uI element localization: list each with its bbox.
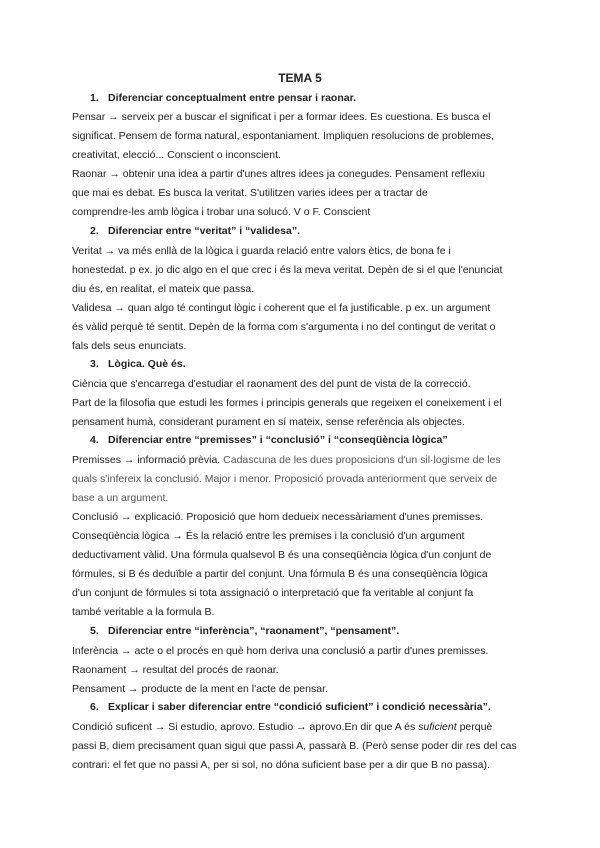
- section-number: 2.: [90, 225, 99, 237]
- text-line: Raonar → obtenir una idea a partir d'unes altres idees ja conegudes. Pensament reflexiu: [72, 168, 485, 180]
- text-line: és vàlid perquè té sentit. Depèn de la forma com s'argumenta i no del contingut de veritat o: [72, 321, 496, 333]
- text-line: Raonament → resultat del procés de raonar.: [72, 664, 279, 676]
- text-line: Pensar → serveix per a buscar el significat i per a formar idees. Es cuestiona. Es busca el: [72, 111, 491, 123]
- text-run: Condició suficent → Si estudio, aprovo. Estudio → aprovo.En dir que A és: [72, 721, 419, 733]
- emphasis-suficient: suficient: [418, 721, 457, 733]
- text-line: d'un conjunt de fórmules si tota assignació o interpretació que fa veritable al conjunt fa: [72, 587, 474, 599]
- text-line: Ciència que s'encarrega d'estudiar el raonament des del punt de vista de la correcció.: [72, 378, 471, 390]
- text-run: perquè: [456, 721, 493, 733]
- text-line: deductivament vàlid. Una fórmula qualsevol B és una conseqüència lògica d'un conjunt de: [72, 549, 492, 561]
- text-line: passi B, diem precisament quan sigui que passi A, passarà B. (Però sense poder dir res del cas: [72, 740, 517, 752]
- section-number: 5.: [90, 625, 99, 637]
- text-line: base a un argument.: [72, 492, 169, 504]
- premisses-definition: Cadascuna de les dues proposicions d'un sil·logisme de les: [223, 454, 501, 466]
- section-heading: [90, 434, 448, 446]
- section-heading: [90, 625, 399, 637]
- text-line: Veritat → va més enllà de la lògica i guarda relació entre valors ètics, de bona fe i: [72, 245, 451, 257]
- section-number: 1.: [90, 92, 99, 104]
- text-line: Part de la filosofia que estudi les formes i principis generals que regeixen el coneixement i el: [72, 397, 502, 409]
- text-line: que mai es debat. Es busca la veritat. S'utilitzen varies idees per a tractar de: [72, 187, 428, 199]
- text-line: fals dels seus enunciats.: [72, 340, 187, 352]
- page-title: TEMA 5: [278, 71, 322, 85]
- section-number: 6.: [90, 701, 99, 713]
- text-line: Pensament → producte de la ment en l'acte de pensar.: [72, 683, 328, 695]
- section-heading: [90, 92, 356, 104]
- text-line: creativitat, elecció... Conscient o inconscient.: [72, 149, 281, 161]
- text-line: Validesa → quan algo té contingut lògic i coherent que el fa justificable. p ex. un argument: [72, 302, 491, 314]
- section-number: 4.: [90, 434, 99, 446]
- text-line: [72, 453, 501, 467]
- text-line: pensament humà, considerant purament en sí mateix, sense referència als objectes.: [72, 416, 465, 428]
- text-line: fórmules, si B és deduïble a partir del conjunt. Una fórmula B és una conseqüència lògica: [72, 568, 488, 580]
- text-line: Inferència → acte o el procés en què hom deriva una conclusió a partir d'unes premisses.: [72, 645, 489, 657]
- text-line: diu és, en realitat, el mateix que passa.: [72, 283, 255, 295]
- section-heading: [90, 358, 186, 370]
- text-line: comprendre-les amb lògica i trobar una solucó. V o F. Conscient: [72, 206, 371, 218]
- section-heading-text: Diferenciar entre “premisses” i “conclusió” i “conseqüència lògica”: [108, 434, 448, 446]
- text-line: Conclusió → explicació. Proposició que hom dedueix necessàriament d'unes premisses.: [72, 511, 484, 523]
- section-heading-text: Diferenciar entre “inferència”, “raonament”, “pensament”.: [108, 625, 400, 637]
- section-heading-text: Diferenciar entre “veritat” i “validesa”.: [108, 225, 300, 237]
- section-heading-text: Diferenciar conceptualment entre pensar i raonar.: [108, 92, 357, 104]
- text-line: honestedat. p ex. jo dic algo en el que crec i és la meva veritat. Depèn de si el que l'enunciat: [72, 264, 503, 276]
- section-heading: [90, 701, 491, 713]
- text-line: quals s'infereix la conclusió. Major i menor. Proposició provada anteriorment que serveix de: [72, 473, 498, 485]
- text-line: també veritable a la formula B.: [72, 606, 215, 618]
- section-number: 3.: [90, 358, 99, 370]
- text-line: significat. Pensem de forma natural, espontaniament. Impliquen resolucions de problemes,: [72, 130, 494, 142]
- text-line: contrari: el fet que no passi A, per si sol, no dóna suficient base per a dir que B no passa).: [72, 759, 490, 771]
- section-heading-text: Lògica. Què és.: [108, 358, 186, 370]
- section-heading: [90, 225, 300, 237]
- text-line: Conseqüència lògica → És la relació entre les premises i la conclusió d'un argument: [72, 530, 465, 542]
- premisses-term: Premisses → informació prèvia.: [72, 454, 224, 466]
- text-line: [72, 720, 492, 734]
- section-heading-text: Explicar i saber diferenciar entre “condició suficient” i condició necessària”.: [108, 701, 491, 713]
